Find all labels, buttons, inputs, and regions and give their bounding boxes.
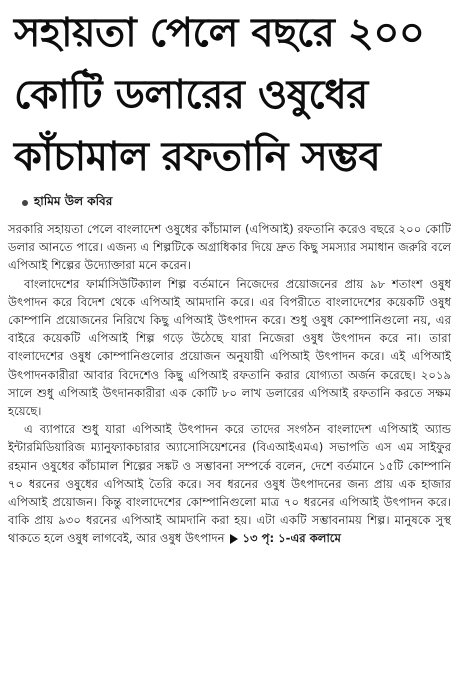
paragraph-2: বাংলাদেশের ফার্মাসিউটিক্যাল শিল্প বর্তমানে নিজেদের প্রয়োজনের প্রায় ৯৮ শতাংশ ওষুধ উৎপাদন করে বিদেশ থেকে এপিআই আমদানি করে। এর বিপরীতে বাংলাদেশের কয়েকটি ওষুধ কোম্পানি প্রয়োজনের নিরিখে কিছু এপিআই উৎপাদন করে। শুধু ওষুধ কোম্পানিগুলো নয়, এর বাইরে কয়েকটি এপিআই শিল্প গড়ে উঠেছে যারা নিজেরা ওষুধ উৎপাদন করে না। তারা বাংলাদেশের ওষুধ কোম্পানিগুলোর প্রয়োজন অনুযায়ী এপিআই উৎপাদন করে। এই এপিআই উৎপাদনকারীরা আবার বিদেশেও কিছু এপিআই রফতানি করার যোগ্যতা অর্জন করেছে। ২০১৯ সালে শুধু এপিআই উৎদানকারীরা এক কোটি ৮০ লাখ ডলারের এপিআই রফতানি করতে সক্ষম হয়েছে। xyxy=(8,276,451,419)
headline-line-3: কাঁচামাল রফতানি সম্ভব xyxy=(14,134,381,180)
paragraph-3-text: এ ব্যাপারে শুধু যারা এপিআই উৎপাদন করে তাদের সংগঠন বাংলাদেশ এপিআই অ্যান্ড ইন্টারমিডিয়ারিজ ম্যানুফ্যাকচারার অ্যাসোসিয়েশনের (বিএআইএমএ) সভাপতি এস এম সাইফুর রহমান ওষুধের কাঁচামাল শিল্পের সঙ্কট ও সম্ভাবনা সম্পর্কে বলেন, দেশে বর্তমানে ১৫টি কোম্পানি ৭০ ধরনের ওষুধের এপিআই তৈরি করে। সব ধরনের ওষুধ উৎপাদনের জন্য প্রায় এক হাজার এপিআই প্রয়োজন। কিন্তু বাংলাদেশের কোম্পানিগুলো মাত্র ৭০ ধরনের এপিআই উৎপাদন করে। বাকি প্রায় ৯৩০ ধরনের এপিআই আমদানি করা হয়। এটা একটি সম্ভাবনাময় শিল্প। মানুষকে সুস্থ থাকতে হলে ওষুধ লাগবেই, আর ওষুধ উৎপাদন xyxy=(8,422,451,546)
byline xyxy=(8,192,451,214)
headline-line-2: কোটি ডলারের ওষুধের xyxy=(14,72,368,118)
author-name: হামিম উল কবির xyxy=(34,194,113,208)
paragraph-1: সরকারি সহায়তা পেলে বাংলাদেশ ওষুধের কাঁচামাল (এপিআই) রফতানি করেও বছরে ২০০ কোটি ডলার আনতে পারে। এজন্য এ শিল্পটিকে অগ্রাধিকার দিয়ে দ্রুত কিছু সমস্যার সমাধান জরুরি বলে এপিআই শিল্পের উদ্যোক্তারা মনে করেন। xyxy=(8,222,451,273)
paragraph-3 xyxy=(8,420,451,547)
article-body xyxy=(8,220,451,548)
continued-on-label: ১৩ পৃ: ১-এর কলামে xyxy=(242,531,341,546)
continue-arrow-icon xyxy=(230,534,238,544)
bullet-icon xyxy=(22,200,28,206)
headline xyxy=(8,2,451,188)
headline-line-1: সহায়তা পেলে বছরে ২০০ xyxy=(14,10,425,56)
